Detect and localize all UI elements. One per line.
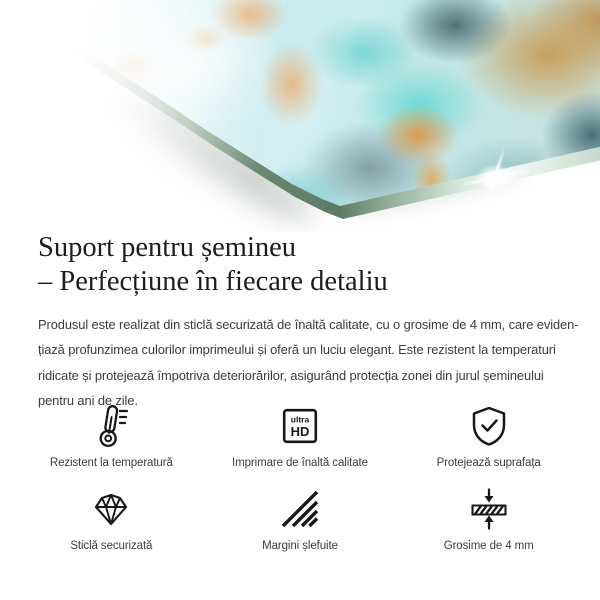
shield-check-icon	[470, 402, 508, 450]
description-line: țiază profunzimea culorilor imprimeului și oferă un luciu elegant. Este rezistent la temperaturi	[38, 342, 556, 358]
svg-text:HD: HD	[290, 424, 310, 439]
page-title	[38, 231, 388, 299]
svg-text:ultra: ultra	[290, 414, 310, 425]
feature-tempered-glass	[17, 485, 206, 552]
feature-label: Grosime de 4 mm	[443, 540, 534, 552]
features-grid	[17, 402, 583, 552]
feature-print-quality	[206, 402, 395, 469]
description-line: pentru ani de zile.	[38, 392, 138, 408]
description-line: Produsul este realizat din sticlă securizată de înaltă calitate, cu o grosime de 4 mm, care eviden-	[38, 317, 579, 332]
page-title-line1: Suport pentru șemineu	[38, 232, 297, 263]
thermometer-icon	[93, 402, 129, 450]
feature-label: Sticlă securizată	[70, 540, 153, 552]
feature-temperature	[17, 402, 206, 469]
feature-protect-surface	[394, 402, 583, 469]
feature-label: Imprimare de înaltă calitate	[232, 457, 368, 469]
feature-label: Protejează suprafața	[436, 457, 541, 469]
page-title-line2: – Perfecțiune în fiecare detaliu	[38, 266, 388, 297]
feature-label: Margini șlefuite	[262, 540, 338, 552]
product-description	[38, 312, 578, 413]
polished-edges-icon	[280, 485, 320, 533]
thickness-icon	[467, 485, 511, 533]
diamond-icon	[91, 485, 131, 533]
feature-polished-edges	[206, 485, 395, 552]
feature-thickness	[394, 485, 583, 552]
feature-label: Rezistent la temperatură	[49, 457, 173, 469]
ultra-hd-icon	[280, 402, 320, 450]
product-image	[0, 0, 600, 232]
description-line: ridicate și protejează împotriva deteriorărilor, asigurând protecția zonei din jurul șemineului	[38, 367, 544, 383]
